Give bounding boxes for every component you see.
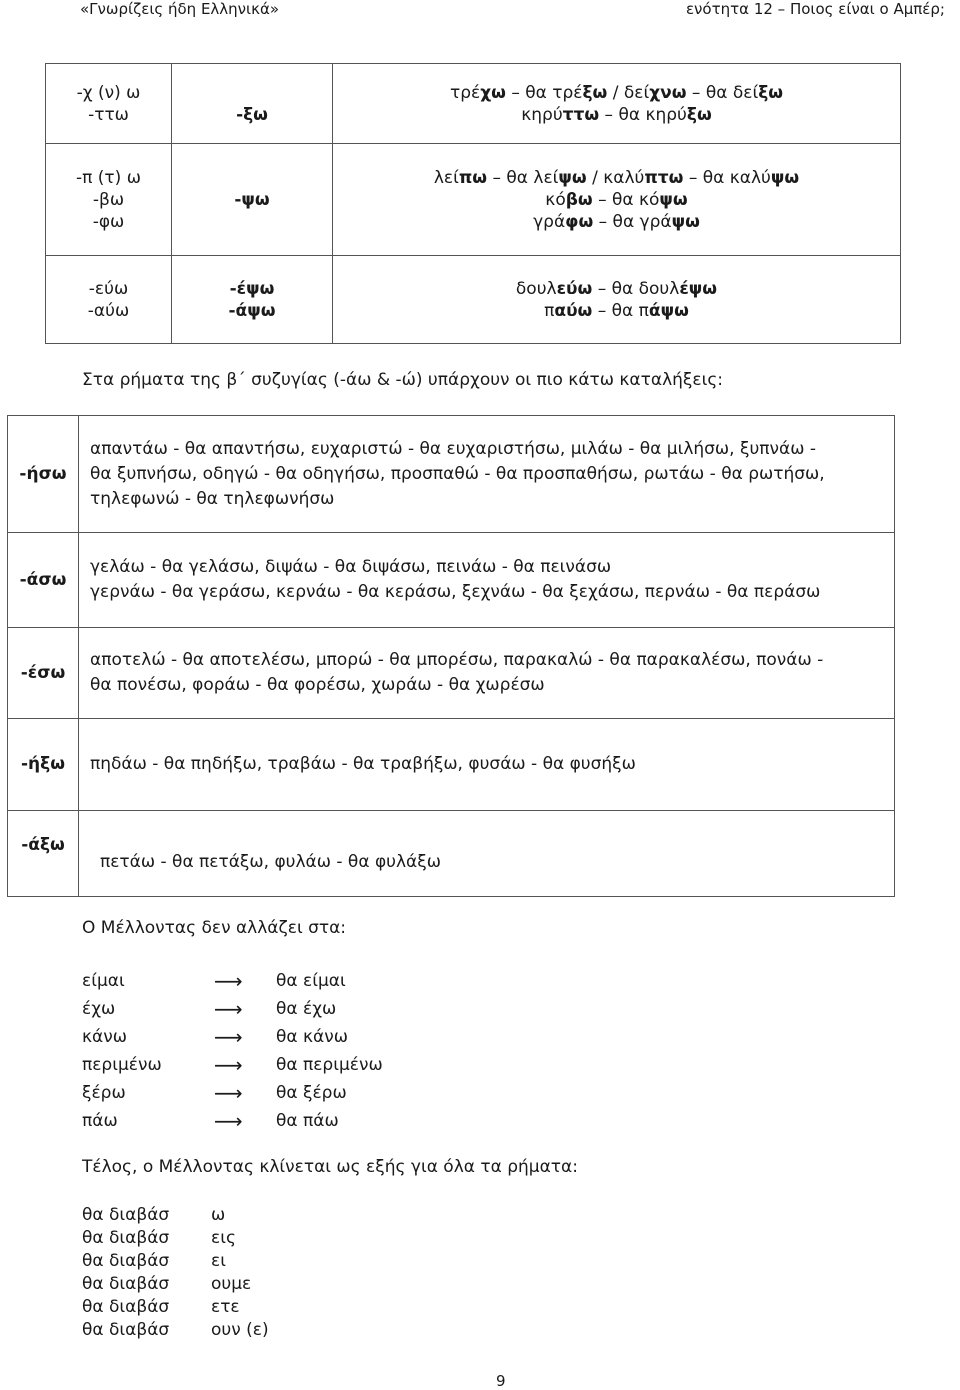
example-line: αποτελώ - θα αποτελέσω, μπορώ - θα μπορέσω, παρακαλώ - θα παρακαλέσω, πονάω - bbox=[90, 650, 824, 670]
header-right: ενότητα 12 – Ποιος είναι ο Αμπέρ; bbox=[685, 0, 945, 18]
examples-cell: λείπω – θα λείψω / καλύπτω – θα καλύψω κόβω – θα κόψω γράφω – θα γράψω bbox=[333, 144, 901, 256]
suffix-cell: -άσω bbox=[8, 533, 79, 628]
intro-b-conjugation: Στα ρήματα της β΄ συζυγίας (-άω & -ώ) υπάρχουν οι πιο κάτω καταλήξεις: bbox=[82, 370, 724, 390]
arrow-icon: ⟶ bbox=[214, 1081, 243, 1105]
table-row bbox=[8, 628, 895, 719]
stem: θα διαβάσ bbox=[82, 1274, 170, 1294]
examples-cell bbox=[79, 719, 895, 811]
present-ending: -εύω bbox=[88, 278, 129, 299]
verb: έχω bbox=[82, 999, 116, 1019]
present-ending: -ττω bbox=[88, 104, 129, 125]
present-ending: -αύω bbox=[87, 300, 130, 321]
ending: εις bbox=[211, 1228, 236, 1248]
example-line: γελάω - θα γελάσω, διψάω - θα διψάσω, πεινάω - θα πεινάσω bbox=[90, 557, 612, 577]
stem: θα διαβάσ bbox=[82, 1297, 170, 1317]
examples-cell bbox=[79, 533, 895, 628]
future-ending: -ξω bbox=[236, 104, 268, 125]
stem: θα διαβάσ bbox=[82, 1251, 170, 1271]
page-number: 9 bbox=[496, 1372, 506, 1390]
ending: ετε bbox=[211, 1297, 240, 1317]
unchanged-title: Ο Μέλλοντας δεν αλλάζει στα: bbox=[82, 918, 347, 938]
table-row bbox=[8, 533, 895, 628]
future-form: θα περιμένω bbox=[276, 1055, 383, 1075]
examples-cell: τρέχω – θα τρέξω / δείχνω – θα δείξω κηρύττω – θα κηρύξω bbox=[333, 64, 901, 144]
examples-cell bbox=[79, 416, 895, 533]
suffix-cell: -ήσω bbox=[8, 416, 79, 533]
present-endings-cell bbox=[46, 256, 172, 344]
future-ending: -έψω bbox=[229, 278, 275, 299]
present-ending: -χ (ν) ω bbox=[76, 82, 141, 103]
future-endings-table-a bbox=[45, 63, 901, 344]
ending: ουν (ε) bbox=[211, 1320, 269, 1340]
future-form: θα έχω bbox=[276, 999, 337, 1019]
present-endings-cell bbox=[46, 64, 172, 144]
table-row bbox=[46, 64, 901, 144]
arrow-icon: ⟶ bbox=[214, 1025, 243, 1049]
ending: ει bbox=[211, 1251, 226, 1271]
future-ending: -άψω bbox=[228, 300, 276, 321]
table-row bbox=[8, 811, 895, 897]
verb: ξέρω bbox=[82, 1083, 126, 1103]
stem: θα διαβάσ bbox=[82, 1228, 170, 1248]
example-line: πηδάω - θα πηδήξω, τραβάω - θα τραβήξω, φυσάω - θα φυσήξω bbox=[90, 754, 636, 774]
verb: είμαι bbox=[82, 971, 125, 991]
table-row bbox=[46, 144, 901, 256]
conjugation-title: Τέλος, ο Μέλλοντας κλίνεται ως εξής για όλα τα ρήματα: bbox=[82, 1157, 578, 1177]
verb: περιμένω bbox=[82, 1055, 162, 1075]
examples-cell bbox=[79, 628, 895, 719]
example-line: θα πονέσω, φοράω - θα φορέσω, χωράω - θα χωρέσω bbox=[90, 675, 545, 695]
table-row bbox=[8, 719, 895, 811]
examples-cell: δουλεύω – θα δουλέψω παύω – θα πάψω bbox=[333, 256, 901, 344]
future-form: θα κάνω bbox=[276, 1027, 348, 1047]
suffix-cell: -ήξω bbox=[8, 719, 79, 811]
future-form: θα ξέρω bbox=[276, 1083, 347, 1103]
verb: πάω bbox=[82, 1111, 118, 1131]
present-endings-cell bbox=[46, 144, 172, 256]
present-ending: -φω bbox=[92, 211, 125, 232]
future-form: θα πάω bbox=[276, 1111, 339, 1131]
example-line: πετάω - θα πετάξω, φυλάω - θα φυλάξω bbox=[100, 852, 441, 872]
arrow-icon: ⟶ bbox=[214, 969, 243, 993]
ending: ουμε bbox=[211, 1274, 252, 1294]
verb: κάνω bbox=[82, 1027, 127, 1047]
table-row bbox=[46, 256, 901, 344]
table-row bbox=[8, 416, 895, 533]
future-ending: -ψω bbox=[234, 189, 270, 210]
header-left: «Γνωρίζεις ήδη Ελληνικά» bbox=[80, 0, 280, 18]
future-ending-cell bbox=[172, 144, 333, 256]
arrow-icon: ⟶ bbox=[214, 1109, 243, 1133]
present-ending: -π (τ) ω bbox=[76, 167, 141, 188]
example-line: γερνάω - θα γεράσω, κερνάω - θα κεράσω, ξεχνάω - θα ξεχάσω, περνάω - θα περάσω bbox=[90, 582, 821, 602]
example-line: τηλεφωνώ - θα τηλεφωνήσω bbox=[90, 488, 335, 509]
examples-cell bbox=[79, 811, 895, 897]
present-ending: -βω bbox=[92, 189, 125, 210]
stem: θα διαβάσ bbox=[82, 1320, 170, 1340]
future-ending-cell bbox=[172, 64, 333, 144]
arrow-icon: ⟶ bbox=[214, 997, 243, 1021]
future-endings-table-b bbox=[7, 415, 895, 897]
future-form: θα είμαι bbox=[276, 971, 346, 991]
example-line: θα ξυπνήσω, οδηγώ - θα οδηγήσω, προσπαθώ - θα προσπαθήσω, ρωτάω - θα ρωτήσω, bbox=[90, 463, 825, 484]
future-ending-cell bbox=[172, 256, 333, 344]
arrow-icon: ⟶ bbox=[214, 1053, 243, 1077]
suffix-cell: -άξω bbox=[8, 811, 79, 897]
ending: ω bbox=[211, 1205, 226, 1225]
stem: θα διαβάσ bbox=[82, 1205, 170, 1225]
suffix-cell: -έσω bbox=[8, 628, 79, 719]
example-line: απαντάω - θα απαντήσω, ευχαριστώ - θα ευχαριστήσω, μιλάω - θα μιλήσω, ξυπνάω - bbox=[90, 438, 817, 459]
